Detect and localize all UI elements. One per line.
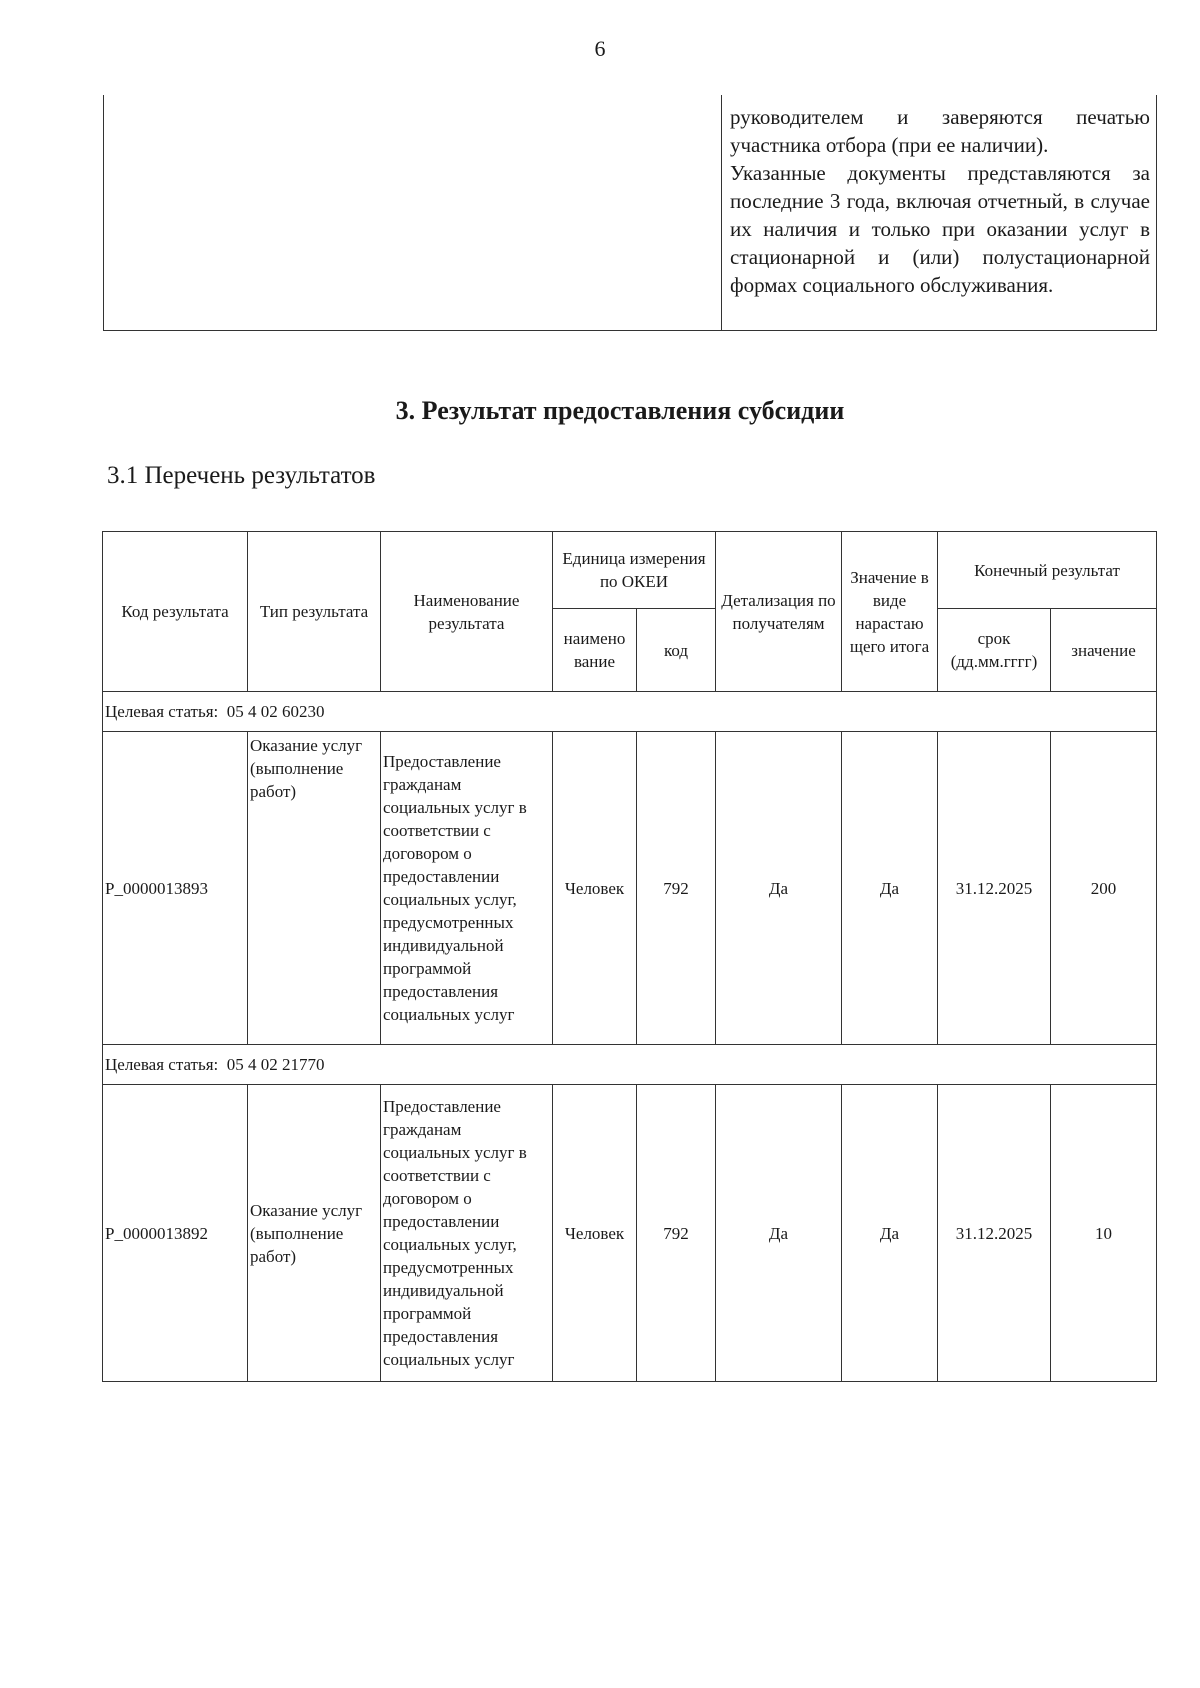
target-article-cell [103,1045,1157,1085]
unit-name: Человек [553,732,637,1045]
unit-name: Человек [553,1085,637,1382]
unit-code: 792 [637,732,716,1045]
continuation-text-cell [722,95,1157,331]
target-article-label: Целевая статья: [105,1055,219,1074]
continuation-paragraph-2: Указанные документы представляются за последние 3 года, включая отчетный, в случае их наличия и только при оказании услуг в стационарной и (или) полустационарной формах социального обслуживания. [730,161,1150,297]
final-value: 200 [1051,732,1157,1045]
results-table [102,531,1157,1382]
header-unit-group: Единица измерения по ОКЕИ [553,532,716,609]
target-article-label: Целевая статья: [105,702,219,721]
result-type: Оказание услуг (выполнение работ) [248,1085,381,1382]
header-unit-code: код [637,609,716,692]
header-type: Тип результата [248,532,381,692]
final-date: 31.12.2025 [938,1085,1051,1382]
cumulative-value: Да [842,1085,938,1382]
section-title: 3. Результат предоставления субсидии [395,396,845,425]
detail-value: Да [716,732,842,1045]
header-final-date: срок (дд.мм.гггг) [938,609,1051,692]
header-name: Наименование результата [381,532,553,692]
page-number: 6 [594,36,606,61]
table-row [103,1085,1157,1382]
result-type: Оказание услуг (выполнение работ) [248,732,381,1045]
table-row [103,732,1157,1045]
subsection-title: 3.1 Перечень результатов [107,462,376,489]
target-article-code: 05 4 02 21770 [226,1055,325,1074]
header-final-group: Конечный результат [938,532,1157,609]
result-name: Предоставление гражданам социальных услуг в соответствии с договором о предоставлении социальных услуг, предусмотренных индивидуальной программой предоставления социальных услуг [381,732,553,1045]
final-date: 31.12.2025 [938,732,1051,1045]
detail-value: Да [716,1085,842,1382]
unit-code: 792 [637,1085,716,1382]
result-code: Р_0000013892 [103,1085,248,1382]
continuation-paragraph-1: руководителем и заверяются печатью участника отбора (при ее наличии). [730,105,1150,157]
header-code: Код результата [103,532,248,692]
continuation-row [104,95,1157,331]
target-article-code: 05 4 02 60230 [226,702,325,721]
header-row-1 [103,532,1157,609]
result-name: Предоставление гражданам социальных услуг в соответствии с договором о предоставлении социальных услуг, предусмотренных индивидуальной программой предоставления социальных услуг [381,1085,553,1382]
continuation-table [103,95,1157,331]
final-value: 10 [1051,1085,1157,1382]
header-final-value: значение [1051,609,1157,692]
target-article-row [103,1045,1157,1085]
result-code: Р_0000013893 [103,732,248,1045]
header-unit-name: наимено вание [553,609,637,692]
header-cumulative: Значение в виде нарастаю щего итога [842,532,938,692]
continuation-empty-cell [104,95,722,331]
header-detail: Детализация по получателям [716,532,842,692]
target-article-cell [103,692,1157,732]
target-article-row [103,692,1157,732]
cumulative-value: Да [842,732,938,1045]
